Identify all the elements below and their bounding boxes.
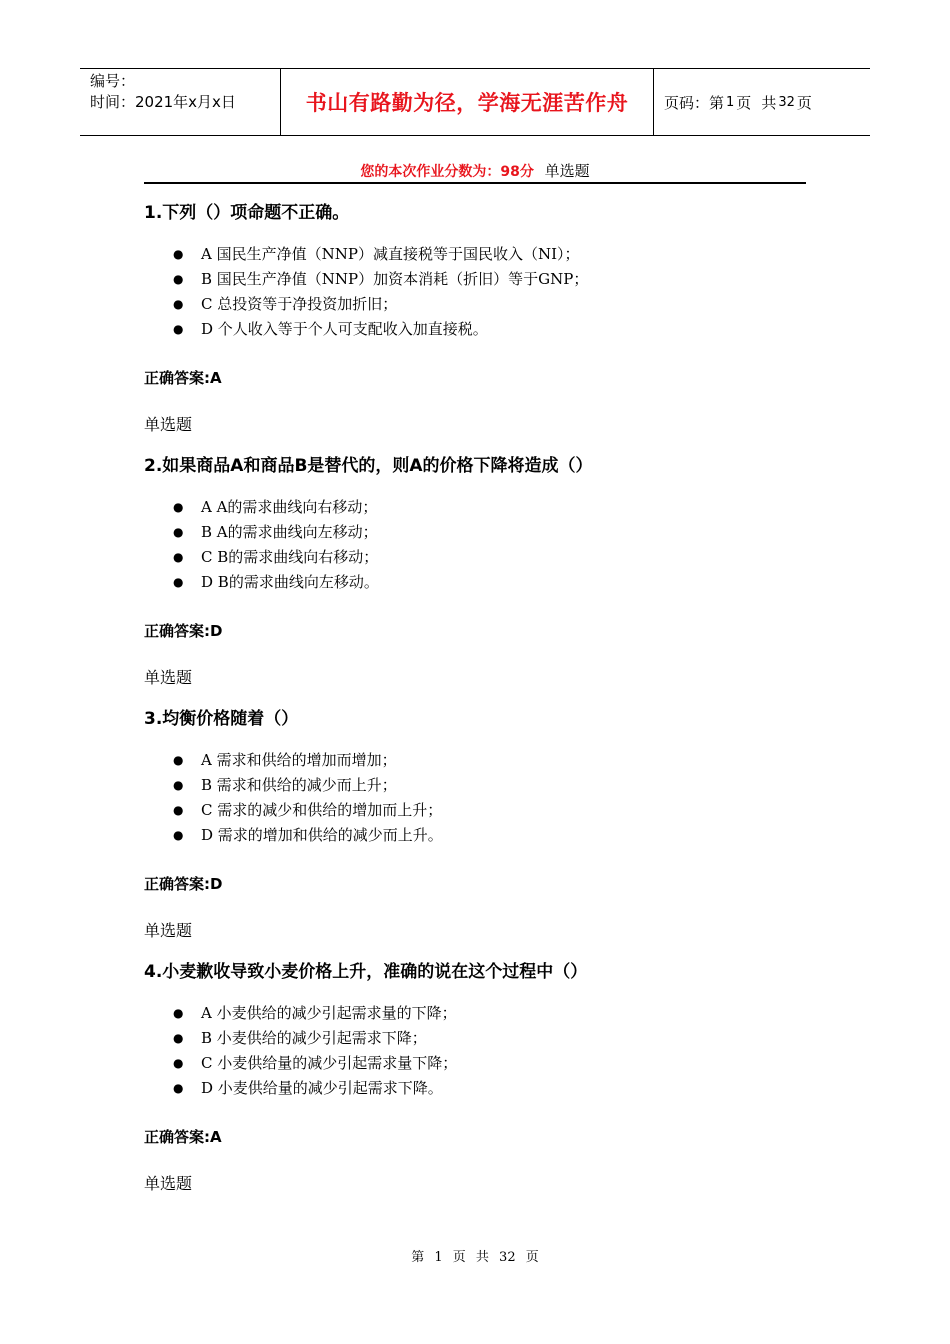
bullet-icon: ● (173, 575, 184, 589)
bullet-icon: ● (173, 550, 184, 564)
bullet-icon: ● (173, 803, 184, 817)
bullet-icon: ● (173, 778, 184, 792)
page-total: 32 (778, 94, 795, 110)
question-title: 4.小麦歉收导致小麦价格上升，准确的说在这个过程中（） (144, 962, 588, 982)
option-list (144, 495, 844, 595)
question-1 (144, 200, 844, 436)
option-item: ● B 小麦供给的减少引起需求下降； (144, 1026, 844, 1051)
score-line (144, 160, 806, 184)
bullet-icon: ● (173, 322, 184, 336)
bullet-icon: ● (173, 500, 184, 514)
correct-answer: 正确答案:A (144, 369, 222, 387)
option-item: ● A A的需求曲线向右移动； (144, 495, 844, 520)
question-list (144, 200, 844, 1195)
page-total-prefix: 共 (761, 93, 777, 112)
page-footer: 第 1 页 共 32 页 (411, 1250, 539, 1265)
bullet-icon: ● (173, 272, 184, 286)
header-page-cell (654, 69, 870, 135)
option-item: ● D 需求的增加和供给的减少而上升。 (144, 823, 844, 848)
number-label: 编号： (90, 72, 136, 90)
option-list (144, 1001, 844, 1101)
option-item: ● C B的需求曲线向右移动； (144, 545, 844, 570)
correct-answer: 正确答案:A (144, 1128, 222, 1146)
bullet-icon: ● (173, 1056, 184, 1070)
bullet-icon: ● (173, 753, 184, 767)
question-type-label: 单选题 (144, 415, 193, 434)
time-label: 时间：2021年x月x日 (90, 93, 236, 111)
bullet-icon: ● (173, 247, 184, 261)
bullet-icon: ● (173, 1081, 184, 1095)
question-title: 1.下列（）项命题不正确。 (144, 203, 350, 223)
question-type-label: 单选题 (144, 1174, 193, 1193)
score-label: 您的本次作业分数为：98分 (360, 164, 534, 180)
option-item: ● D B的需求曲线向左移动。 (144, 570, 844, 595)
question-title: 3.均衡价格随着（） (144, 709, 299, 729)
option-item: ● A 需求和供给的增加而增加； (144, 748, 844, 773)
question-3 (144, 706, 844, 942)
question-type-label: 单选题 (544, 162, 590, 180)
header-table (80, 68, 870, 136)
correct-answer: 正确答案:D (144, 875, 223, 893)
bullet-icon: ● (173, 525, 184, 539)
option-item: ● C 总投资等于净投资加折旧； (144, 292, 844, 317)
option-item: ● A 国民生产净值（NNP）减直接税等于国民收入（NI）； (144, 242, 844, 267)
bullet-icon: ● (173, 1006, 184, 1020)
header-motto: 书山有路勤为径，学海无涯苦作舟 (281, 69, 654, 135)
question-type-label: 单选题 (144, 668, 193, 687)
option-list (144, 242, 844, 342)
page-current: 1 (726, 94, 735, 110)
option-item: ● B 需求和供给的减少而上升； (144, 773, 844, 798)
page-mid: 页 (736, 93, 752, 112)
question-title: 2.如果商品A和商品B是替代的，则A的价格下降将造成（） (144, 456, 593, 476)
option-item: ● D 个人收入等于个人可支配收入加直接税。 (144, 317, 844, 342)
question-2 (144, 453, 844, 689)
option-item: ● D 小麦供给量的减少引起需求下降。 (144, 1076, 844, 1101)
option-item: ● A 小麦供给的减少引起需求量的下降； (144, 1001, 844, 1026)
option-list (144, 748, 844, 848)
correct-answer: 正确答案:D (144, 622, 223, 640)
bullet-icon: ● (173, 828, 184, 842)
bullet-icon: ● (173, 1031, 184, 1045)
option-item: ● B A的需求曲线向左移动； (144, 520, 844, 545)
page-prefix: 页码：第 (664, 93, 725, 112)
question-type-label: 单选题 (144, 921, 193, 940)
question-4 (144, 959, 844, 1195)
option-item: ● C 小麦供给量的减少引起需求量下降； (144, 1051, 844, 1076)
option-item: ● B 国民生产净值（NNP）加资本消耗（折旧）等于GNP； (144, 267, 844, 292)
bullet-icon: ● (173, 297, 184, 311)
option-item: ● C 需求的减少和供给的增加而上升； (144, 798, 844, 823)
header-info-cell (80, 69, 281, 135)
page-suffix: 页 (796, 93, 812, 112)
